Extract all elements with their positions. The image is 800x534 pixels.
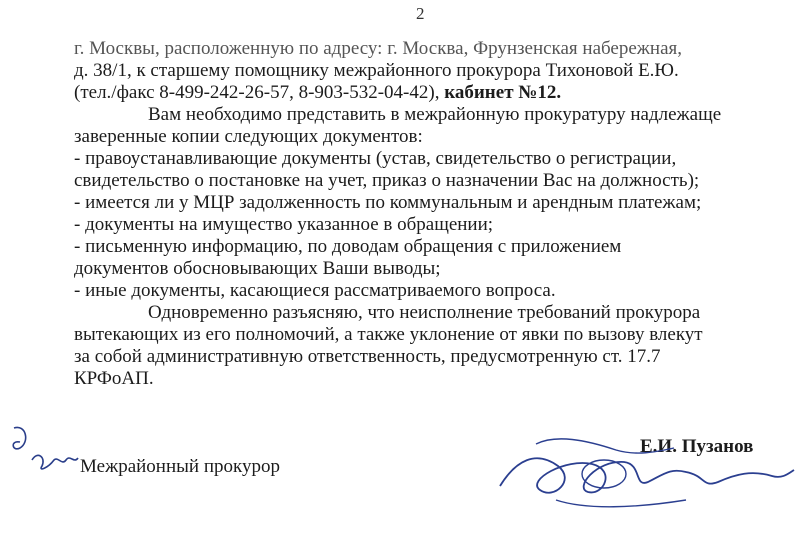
body-line-5 — [74, 126, 423, 148]
text-fragment: - письменную информацию, по доводам обращения с приложением — [74, 236, 622, 257]
body-line-4 — [148, 104, 721, 126]
text-fragment: д. 38/1, к старшему помощнику межрайонного прокурора Тихоновой Е.Ю. — [74, 60, 679, 81]
handwritten-mark — [4, 420, 84, 480]
body-line-13 — [148, 302, 700, 324]
body-line-10 — [74, 236, 768, 258]
text-fragment: документов обосновывающих Ваши выводы; — [74, 258, 441, 279]
body-line-11 — [74, 258, 441, 280]
body-line-1 — [74, 38, 770, 60]
body-line-8 — [74, 192, 701, 214]
body-line-7 — [74, 170, 699, 192]
text-fragment: г. Москвы, расположенную по адресу: г. Москва, Фрунзенская набережная, — [74, 38, 683, 59]
text-fragment: (тел./факс 8-499-242-26-57, 8-903-532-04-42), — [74, 82, 440, 103]
text-fragment: КРФоАП. — [74, 368, 154, 389]
signature-scribble — [496, 430, 796, 520]
body-line-12 — [74, 280, 556, 302]
text-fragment: за собой административную ответственность, предусмотренную ст. 17.7 — [74, 346, 661, 367]
text-fragment: Вам необходимо представить в межрайонную прокуратуру надлежаще — [148, 104, 722, 125]
text-fragment: - имеется ли у МЦР задолженность по коммунальным и арендным платежам; — [74, 192, 702, 213]
signatory-position: Межрайонный прокурор — [80, 456, 280, 477]
body-line-6 — [74, 148, 768, 170]
body-line-14 — [74, 324, 703, 346]
text-fragment: заверенные копии следующих документов: — [74, 126, 423, 147]
body-line-16 — [74, 368, 154, 390]
page-number: 2 — [416, 4, 425, 23]
text-fragment: Одновременно разъясняю, что неисполнение требований прокурора — [148, 302, 701, 323]
body-line-2 — [74, 60, 679, 82]
body-line-9 — [74, 214, 493, 236]
text-fragment: - правоустанавливающие документы (устав, свидетельство о регистрации, — [74, 148, 677, 169]
text-fragment: - документы на имущество указанное в обращении; — [74, 214, 494, 235]
body-line-15 — [74, 346, 768, 368]
office-number: кабинет №12. — [439, 82, 562, 103]
text-fragment: - иные документы, касающиеся рассматриваемого вопроса. — [74, 280, 556, 301]
signatory-name: Е.И. Пузанов — [640, 436, 754, 457]
text-fragment: свидетельство о постановке на учет, приказ о назначении Вас на должность); — [74, 170, 700, 191]
body-line-3 — [74, 82, 561, 104]
text-fragment: вытекающих из его полномочий, а также уклонение от явки по вызову влекут — [74, 324, 703, 345]
